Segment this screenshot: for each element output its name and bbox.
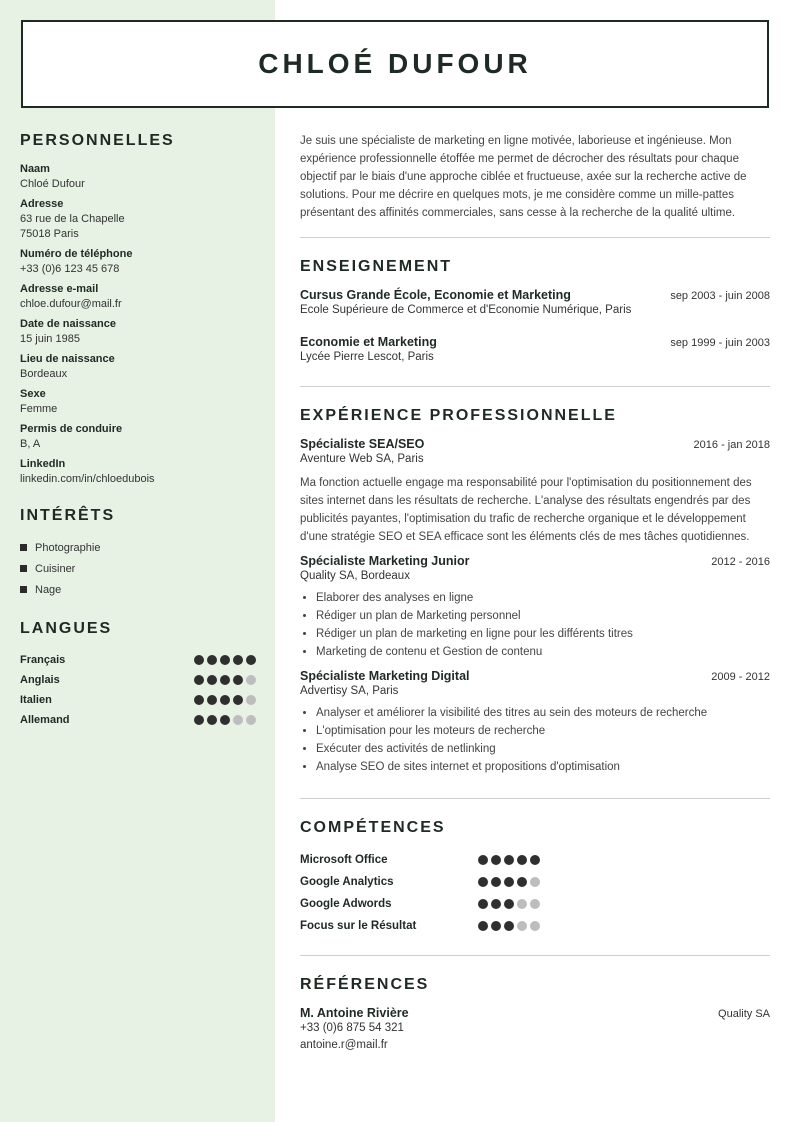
skill-name: Microsoft Office xyxy=(300,854,388,866)
rating-dots xyxy=(194,655,256,665)
experience-date: 2012 - 2016 xyxy=(711,556,770,568)
rating-dot xyxy=(504,855,514,865)
skill-row xyxy=(300,893,770,915)
experience-head xyxy=(300,554,770,568)
rating-dot xyxy=(478,877,488,887)
skills-section-title: COMPÉTENCES xyxy=(300,819,446,836)
experience-description: Ma fonction actuelle engage ma responsabilité pour l'optimisation du positionnement des sites internet dans les résultats de recherche. L'analyse des résultats engendrés par des publicités payantes, l'optimisation du trafic de recherche organique et le développement d'une stratégie SEO et SEA efficace sont les éléments clés de mes tâches quotidiennes. xyxy=(300,477,752,543)
experience-bullet: • L'optimisation pour les moteurs de recherche xyxy=(316,722,770,740)
personal-value: +33 (0)6 123 45 678 xyxy=(20,263,120,275)
rating-dots xyxy=(194,715,256,725)
reference-name: M. Antoine Rivière xyxy=(300,1006,409,1020)
rating-dot xyxy=(194,695,204,705)
reference-phone: +33 (0)6 875 54 321 xyxy=(300,1022,404,1034)
rating-dot xyxy=(517,899,527,909)
interest-item xyxy=(20,537,256,558)
rating-dots xyxy=(194,695,256,705)
experience-entry xyxy=(300,554,770,661)
rating-dot xyxy=(233,655,243,665)
experience-list xyxy=(300,437,770,776)
personal-label: Permis de conduire xyxy=(20,423,123,435)
rating-dot xyxy=(220,675,230,685)
rating-dot xyxy=(530,855,540,865)
skill-row xyxy=(300,871,770,893)
education-school: Ecole Supérieure de Commerce et d'Economie Numérique, Paris xyxy=(300,304,632,316)
skill-row xyxy=(300,915,770,937)
education-date: sep 1999 - juin 2003 xyxy=(670,337,770,349)
language-name: Allemand xyxy=(20,714,70,726)
interests-section-title: INTÉRÊTS xyxy=(20,507,116,524)
rating-dot xyxy=(478,899,488,909)
rating-dot xyxy=(246,695,256,705)
experience-bullets xyxy=(300,589,770,661)
rating-dots xyxy=(478,855,540,865)
experience-bullet: • Exécuter des activités de netlinking xyxy=(316,740,770,758)
language-row xyxy=(20,690,256,710)
rating-dot xyxy=(207,655,217,665)
rating-dot xyxy=(246,675,256,685)
name-header xyxy=(21,20,769,108)
rating-dot xyxy=(491,855,501,865)
education-entry xyxy=(300,335,770,366)
personal-label: Adresse xyxy=(20,198,64,210)
languages-section-title: LANGUES xyxy=(20,620,113,637)
languages-list xyxy=(20,650,256,730)
skill-name: Google Analytics xyxy=(300,876,394,888)
rating-dots xyxy=(478,921,540,931)
rating-dot xyxy=(504,877,514,887)
experience-head xyxy=(300,669,770,683)
interest-label: Photographie xyxy=(35,541,101,554)
rating-dot xyxy=(530,899,540,909)
experience-bullet: • Rédiger un plan de marketing en ligne pour les différents titres xyxy=(316,625,770,643)
references-section xyxy=(300,956,770,1054)
skill-row xyxy=(300,849,770,871)
interest-item xyxy=(20,558,256,579)
language-row xyxy=(20,710,256,730)
experience-section-title: EXPÉRIENCE PROFESSIONNELLE xyxy=(300,407,617,424)
education-school: Lycée Pierre Lescot, Paris xyxy=(300,351,434,363)
language-row xyxy=(20,670,256,690)
personal-label: Numéro de téléphone xyxy=(20,248,133,260)
profile-summary: Je suis une spécialiste de marketing en ligne motivée, laborieuse et ingénieuse. Mon expérience professionnelle étoffée me permet de décrocher des résultats pour chaque objectif par le biais d'une approche ciblée et fructueuse, axée sur la recherche active de solutions. Pour me décrire en quelques mots, je me considère comme un mille-pattes présentant des affinités commerciales, sans cesse à la recherche de la qualité ultime. xyxy=(300,135,747,219)
rating-dot xyxy=(491,899,501,909)
personal-label: LinkedIn xyxy=(20,458,66,470)
experience-bullet: • Analyser et améliorer la visibilité des titres au sein des moteurs de recherche xyxy=(316,704,770,722)
rating-dot xyxy=(194,715,204,725)
rating-dots xyxy=(478,899,540,909)
rating-dot xyxy=(491,921,501,931)
personal-value[interactable]: linkedin.com/in/chloedubois xyxy=(20,473,155,485)
main-content xyxy=(300,132,770,1054)
education-section xyxy=(300,238,770,386)
experience-date: 2016 - jan 2018 xyxy=(693,439,770,451)
experience-bullet: • Analyse SEO de sites internet et propositions d'optimisation xyxy=(316,758,770,776)
personal-value: 15 juin 1985 xyxy=(20,333,80,345)
education-head xyxy=(300,288,770,302)
rating-dot xyxy=(207,695,217,705)
skills-list xyxy=(300,849,770,937)
rating-dot xyxy=(207,675,217,685)
skills-section xyxy=(300,799,770,955)
skill-name: Google Adwords xyxy=(300,898,392,910)
rating-dot xyxy=(246,715,256,725)
reference-head xyxy=(300,1006,770,1020)
experience-company: Quality SA, Bordeaux xyxy=(300,570,410,582)
bullet-square-icon xyxy=(20,544,27,551)
personal-value: 75018 Paris xyxy=(20,228,79,240)
interest-item xyxy=(20,579,256,600)
experience-company: Advertisy SA, Paris xyxy=(300,685,399,697)
personal-label: Sexe xyxy=(20,388,46,400)
education-title: Cursus Grande École, Economie et Marketing xyxy=(300,288,571,302)
personal-label: Lieu de naissance xyxy=(20,353,115,365)
education-title: Economie et Marketing xyxy=(300,335,437,349)
rating-dot xyxy=(233,715,243,725)
rating-dots xyxy=(478,877,540,887)
rating-dot xyxy=(194,655,204,665)
personal-list xyxy=(20,162,256,487)
experience-entry xyxy=(300,669,770,776)
bullet-square-icon xyxy=(20,586,27,593)
rating-dot xyxy=(233,675,243,685)
experience-bullet: • Elaborer des analyses en ligne xyxy=(316,589,770,607)
references-section-title: RÉFÉRENCES xyxy=(300,976,430,993)
personal-value: 63 rue de la Chapelle xyxy=(20,213,125,225)
personal-value[interactable]: chloe.dufour@mail.fr xyxy=(20,298,122,310)
education-date: sep 2003 - juin 2008 xyxy=(670,290,770,302)
rating-dot xyxy=(207,715,217,725)
interests-list xyxy=(20,537,256,600)
personal-value: Femme xyxy=(20,403,58,415)
rating-dot xyxy=(246,655,256,665)
experience-bullets xyxy=(300,704,770,776)
rating-dot xyxy=(504,921,514,931)
rating-dot xyxy=(478,855,488,865)
rating-dot xyxy=(478,921,488,931)
experience-bullet: • Rédiger un plan de Marketing personnel xyxy=(316,607,770,625)
experience-section xyxy=(300,387,770,798)
experience-entry xyxy=(300,437,770,546)
experience-head xyxy=(300,437,770,451)
interest-label: Nage xyxy=(35,583,62,596)
personal-label: Adresse e-mail xyxy=(20,283,99,295)
language-name: Français xyxy=(20,654,66,666)
rating-dot xyxy=(504,899,514,909)
reference-company: Quality SA xyxy=(718,1008,770,1020)
education-head xyxy=(300,335,770,349)
education-section-title: ENSEIGNEMENT xyxy=(300,258,453,275)
skill-name: Focus sur le Résultat xyxy=(300,920,417,932)
rating-dot xyxy=(517,855,527,865)
rating-dot xyxy=(530,877,540,887)
experience-company: Aventure Web SA, Paris xyxy=(300,453,424,465)
candidate-name: CHLOÉ DUFOUR xyxy=(258,48,532,79)
bullet-square-icon xyxy=(20,565,27,572)
personal-value: B, A xyxy=(20,438,41,450)
experience-bullet: • Marketing de contenu et Gestion de contenu xyxy=(316,643,770,661)
education-list xyxy=(300,288,770,366)
experience-date: 2009 - 2012 xyxy=(711,671,770,683)
interest-label: Cuisiner xyxy=(35,562,76,575)
language-name: Italien xyxy=(20,694,52,706)
personal-section-title: PERSONNELLES xyxy=(20,132,175,149)
rating-dot xyxy=(517,921,527,931)
rating-dot xyxy=(194,675,204,685)
experience-title: Spécialiste SEA/SEO xyxy=(300,437,425,451)
personal-value: Chloé Dufour xyxy=(20,178,85,190)
reference-email[interactable]: antoine.r@mail.fr xyxy=(300,1039,388,1051)
language-row xyxy=(20,650,256,670)
rating-dot xyxy=(530,921,540,931)
sidebar-content xyxy=(20,132,256,730)
rating-dot xyxy=(517,877,527,887)
rating-dot xyxy=(491,877,501,887)
language-name: Anglais xyxy=(20,674,60,686)
rating-dot xyxy=(233,695,243,705)
personal-label: Date de naissance xyxy=(20,318,116,330)
personal-label: Naam xyxy=(20,163,50,175)
rating-dot xyxy=(220,695,230,705)
education-entry xyxy=(300,288,770,319)
rating-dot xyxy=(220,715,230,725)
experience-title: Spécialiste Marketing Digital xyxy=(300,669,470,683)
personal-value: Bordeaux xyxy=(20,368,68,380)
experience-title: Spécialiste Marketing Junior xyxy=(300,554,470,568)
rating-dots xyxy=(194,675,256,685)
rating-dot xyxy=(220,655,230,665)
